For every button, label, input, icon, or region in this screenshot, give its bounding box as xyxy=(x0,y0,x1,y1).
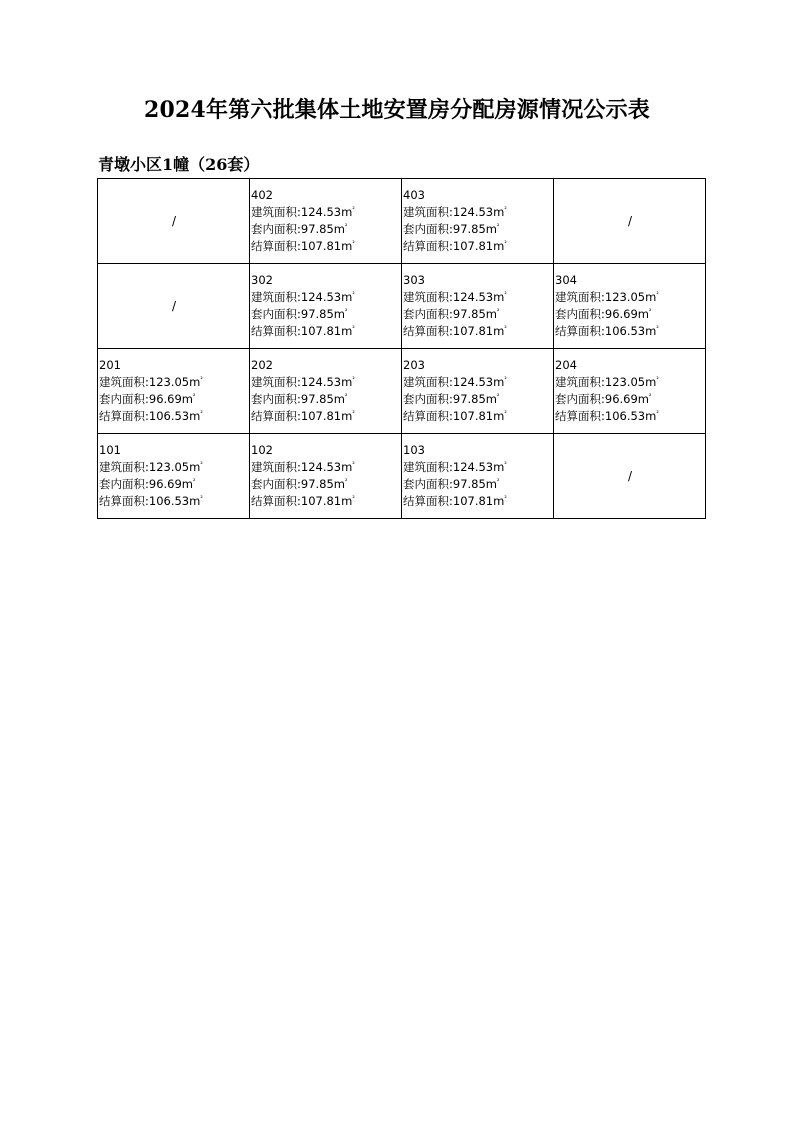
empty-cell xyxy=(554,434,706,519)
square-superscript: ² xyxy=(200,495,203,503)
square-superscript: ² xyxy=(504,325,507,333)
unit-number: 201 xyxy=(99,358,121,372)
area-text: 结算面积:107.81m xyxy=(251,324,353,338)
area-line xyxy=(251,493,401,510)
unit-table xyxy=(97,178,706,519)
square-superscript: ² xyxy=(649,308,652,316)
area-line xyxy=(555,408,705,425)
area-line xyxy=(403,204,553,221)
area-text: 套内面积:97.85m xyxy=(251,307,345,321)
area-text: 套内面积:96.69m xyxy=(99,477,193,491)
unit-number: 402 xyxy=(251,188,273,202)
area-text: 套内面积:97.85m xyxy=(251,477,345,491)
unit-number: 103 xyxy=(403,443,425,457)
unit-number: 403 xyxy=(403,188,425,202)
area-text: 结算面积:107.81m xyxy=(403,494,505,508)
square-superscript: ² xyxy=(345,223,348,231)
area-text: 结算面积:107.81m xyxy=(251,494,353,508)
square-superscript: ² xyxy=(200,461,203,469)
square-superscript: ² xyxy=(200,410,203,418)
empty-cell xyxy=(554,179,706,264)
page-title: 2024年第六批集体土地安置房分配房源情况公示表 xyxy=(143,97,651,123)
unit-cell xyxy=(250,434,402,519)
area-text: 建筑面积:123.05m xyxy=(555,290,657,304)
square-superscript: ² xyxy=(504,410,507,418)
empty-mark: / xyxy=(627,213,633,228)
unit-cell xyxy=(250,264,402,349)
area-text: 建筑面积:124.53m xyxy=(403,375,505,389)
area-text: 建筑面积:124.53m xyxy=(251,205,353,219)
unit-cell xyxy=(554,264,706,349)
unit-number: 102 xyxy=(251,443,273,457)
area-line xyxy=(403,493,553,510)
area-text: 套内面积:97.85m xyxy=(403,222,497,236)
unit-table-body xyxy=(98,179,706,519)
unit-number: 204 xyxy=(555,358,577,372)
area-text: 结算面积:107.81m xyxy=(251,239,353,253)
area-line xyxy=(99,459,249,476)
square-superscript: ² xyxy=(352,325,355,333)
area-line xyxy=(403,289,553,306)
square-superscript: ² xyxy=(656,291,659,299)
area-text: 结算面积:107.81m xyxy=(403,409,505,423)
unit-cell xyxy=(554,349,706,434)
unit-number: 202 xyxy=(251,358,273,372)
area-line xyxy=(555,306,705,323)
area-line xyxy=(99,391,249,408)
area-text: 结算面积:106.53m xyxy=(99,409,201,423)
area-text: 结算面积:107.81m xyxy=(251,409,353,423)
area-line xyxy=(403,391,553,408)
unit-number: 302 xyxy=(251,273,273,287)
unit-cell xyxy=(98,349,250,434)
area-line xyxy=(403,306,553,323)
square-superscript: ² xyxy=(352,376,355,384)
area-text: 建筑面积:124.53m xyxy=(403,205,505,219)
area-line xyxy=(99,374,249,391)
area-line xyxy=(403,476,553,493)
area-text: 建筑面积:124.53m xyxy=(403,290,505,304)
unit-cell xyxy=(402,179,554,264)
area-line xyxy=(99,476,249,493)
section-title: 青墩小区1幢（26套） xyxy=(98,155,260,174)
square-superscript: ² xyxy=(352,206,355,214)
square-superscript: ² xyxy=(504,240,507,248)
area-line xyxy=(251,289,401,306)
square-superscript: ² xyxy=(200,376,203,384)
area-line xyxy=(403,374,553,391)
square-superscript: ² xyxy=(504,461,507,469)
square-superscript: ² xyxy=(656,376,659,384)
table-row xyxy=(98,264,706,349)
area-line xyxy=(403,238,553,255)
area-line xyxy=(555,374,705,391)
area-line xyxy=(251,459,401,476)
unit-cell xyxy=(250,349,402,434)
empty-cell xyxy=(98,264,250,349)
square-superscript: ² xyxy=(497,308,500,316)
area-line xyxy=(251,391,401,408)
area-text: 套内面积:97.85m xyxy=(403,477,497,491)
square-superscript: ² xyxy=(352,240,355,248)
unit-cell xyxy=(402,349,554,434)
square-superscript: ² xyxy=(352,291,355,299)
square-superscript: ² xyxy=(352,410,355,418)
area-text: 建筑面积:123.05m xyxy=(99,460,201,474)
square-superscript: ² xyxy=(497,223,500,231)
square-superscript: ² xyxy=(497,478,500,486)
area-line xyxy=(555,323,705,340)
unit-number: 304 xyxy=(555,273,577,287)
square-superscript: ² xyxy=(193,478,196,486)
unit-cell xyxy=(98,434,250,519)
area-line xyxy=(403,221,553,238)
area-text: 套内面积:96.69m xyxy=(555,392,649,406)
empty-mark: / xyxy=(627,468,633,483)
square-superscript: ² xyxy=(345,478,348,486)
unit-number: 203 xyxy=(403,358,425,372)
table-row xyxy=(98,434,706,519)
square-superscript: ² xyxy=(656,325,659,333)
area-text: 套内面积:97.85m xyxy=(403,392,497,406)
table-row xyxy=(98,349,706,434)
area-line xyxy=(251,238,401,255)
area-text: 套内面积:97.85m xyxy=(403,307,497,321)
unit-number: 101 xyxy=(99,443,121,457)
area-text: 套内面积:96.69m xyxy=(99,392,193,406)
square-superscript: ² xyxy=(504,495,507,503)
area-line xyxy=(555,289,705,306)
area-text: 建筑面积:124.53m xyxy=(251,460,353,474)
square-superscript: ² xyxy=(656,410,659,418)
area-text: 建筑面积:124.53m xyxy=(403,460,505,474)
empty-mark: / xyxy=(171,213,177,228)
square-superscript: ² xyxy=(497,393,500,401)
area-text: 建筑面积:123.05m xyxy=(555,375,657,389)
square-superscript: ² xyxy=(504,291,507,299)
area-text: 结算面积:106.53m xyxy=(99,494,201,508)
area-line xyxy=(555,391,705,408)
area-line xyxy=(99,493,249,510)
square-superscript: ² xyxy=(504,206,507,214)
table-row xyxy=(98,179,706,264)
area-text: 建筑面积:123.05m xyxy=(99,375,201,389)
area-line xyxy=(403,323,553,340)
square-superscript: ² xyxy=(193,393,196,401)
area-text: 结算面积:107.81m xyxy=(403,239,505,253)
area-text: 结算面积:106.53m xyxy=(555,409,657,423)
unit-cell xyxy=(250,179,402,264)
area-text: 套内面积:96.69m xyxy=(555,307,649,321)
unit-cell xyxy=(402,264,554,349)
empty-mark: / xyxy=(171,298,177,313)
square-superscript: ² xyxy=(345,308,348,316)
unit-number: 303 xyxy=(403,273,425,287)
area-line xyxy=(403,459,553,476)
square-superscript: ² xyxy=(649,393,652,401)
area-line xyxy=(251,323,401,340)
area-text: 建筑面积:124.53m xyxy=(251,375,353,389)
square-superscript: ² xyxy=(345,393,348,401)
area-line xyxy=(251,306,401,323)
area-line xyxy=(251,408,401,425)
square-superscript: ² xyxy=(352,495,355,503)
area-line xyxy=(403,408,553,425)
area-text: 套内面积:97.85m xyxy=(251,222,345,236)
unit-cell xyxy=(402,434,554,519)
area-line xyxy=(251,374,401,391)
square-superscript: ² xyxy=(352,461,355,469)
area-line xyxy=(251,221,401,238)
area-line xyxy=(99,408,249,425)
area-text: 套内面积:97.85m xyxy=(251,392,345,406)
empty-cell xyxy=(98,179,250,264)
area-text: 结算面积:107.81m xyxy=(403,324,505,338)
area-line xyxy=(251,204,401,221)
area-text: 结算面积:106.53m xyxy=(555,324,657,338)
square-superscript: ² xyxy=(504,376,507,384)
area-line xyxy=(251,476,401,493)
area-text: 建筑面积:124.53m xyxy=(251,290,353,304)
